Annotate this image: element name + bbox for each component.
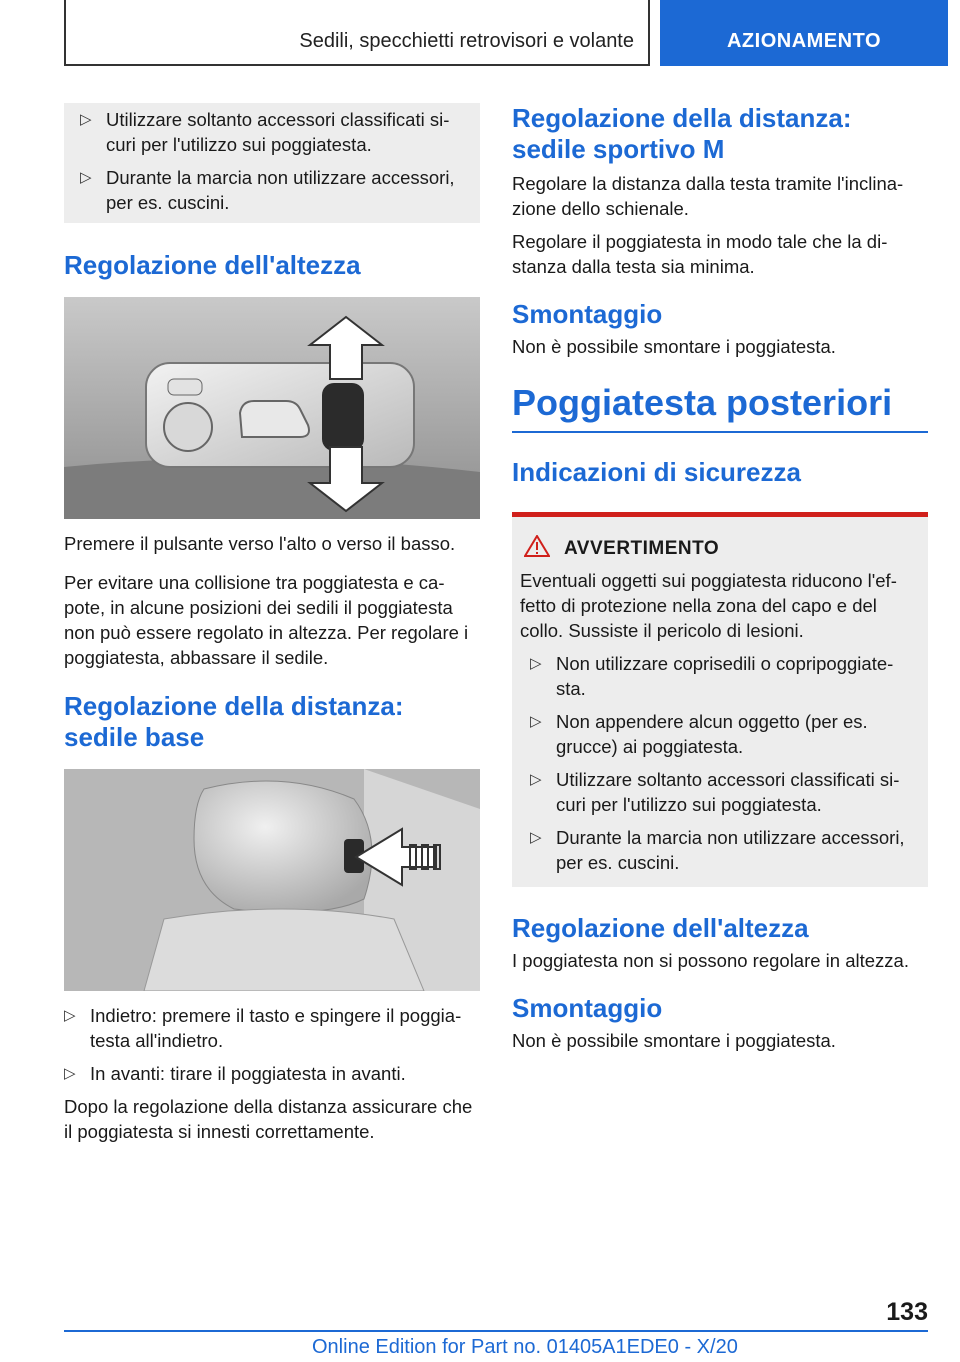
note-box	[64, 103, 480, 223]
bullet-triangle-icon: ▷	[64, 1007, 76, 1024]
header-chapter-box	[64, 0, 650, 66]
paragraph: Non è possibile smontare i poggiatesta.	[512, 336, 836, 357]
bullet-triangle-icon: ▷	[64, 1065, 76, 1082]
section-heading-distance-sport: Regolazione della distanza: sedile sportivo M	[512, 103, 852, 164]
paragraph: Per evitare una collisione tra poggiatesta e ca-pote, in alcune posizioni dei sedili il poggiatesta non può essere regolato in altezza. Per regolare i poggiatesta, abbassare il sedile.	[64, 572, 469, 668]
bullet-triangle-icon: ▷	[530, 713, 542, 730]
footer-rule	[64, 1330, 928, 1332]
warning-text: Eventuali oggetti sui poggiatesta riducono l'ef-fetto di protezione nella zona del capo e del collo. Sussiste il pericolo di lesioni.	[520, 570, 897, 641]
chapter-heading-rear-headrests: Poggiatesta posteriori	[512, 382, 893, 423]
section-heading-removal: Smontaggio	[512, 299, 663, 329]
paragraph: Non è possibile smontare i poggiatesta.	[512, 1030, 836, 1051]
list-item: ▷ Non appendere alcun oggetto (per es. grucce) ai poggiatesta.	[530, 711, 868, 757]
list-item: ▷ Indietro: premere il tasto e spingere il poggia-testa all'indietro.	[64, 1005, 462, 1051]
footer-edition: Online Edition for Part no. 01405A1EDE0 - X/20	[312, 1336, 738, 1358]
section-heading-safety: Indicazioni di sicurezza	[512, 457, 801, 487]
bullet-triangle-icon: ▷	[530, 655, 542, 672]
list-item: ▷ In avanti: tirare il poggiatesta in avanti.	[64, 1063, 406, 1084]
right-column	[512, 103, 928, 1053]
section-heading-height: Regolazione dell'altezza	[64, 250, 361, 280]
page-number: 133	[886, 1298, 928, 1326]
seat-switch-photo	[64, 297, 480, 519]
paragraph: Regolare la distanza dalla testa tramite l'inclina-zione dello schienale.	[512, 173, 904, 219]
left-column	[64, 103, 480, 1144]
warning-header	[520, 535, 918, 562]
warning-title: AVVERTIMENTO	[564, 537, 720, 559]
warning-triangle-icon	[524, 535, 550, 562]
headrest-photo	[64, 769, 480, 991]
section-heading-distance-base: Regolazione della distanza: sedile base	[64, 691, 404, 752]
section-heading-rear-removal: Smontaggio	[512, 993, 663, 1023]
section-label: AZIONAMENTO	[726, 30, 881, 52]
list-item: ▷ Durante la marcia non utilizzare accessori, per es. cuscini.	[80, 167, 455, 213]
list-item: ▷ Utilizzare soltanto accessori classificati si-curi per l'utilizzo sui poggiatesta.	[530, 769, 900, 815]
paragraph: I poggiatesta non si possono regolare in altezza.	[512, 950, 909, 971]
heading-rule	[512, 431, 928, 433]
bullet-triangle-icon: ▷	[80, 111, 92, 128]
list-item: ▷ Utilizzare soltanto accessori classificati si-curi per l'utilizzo sui poggiatesta.	[80, 109, 450, 155]
chapter-title: Sedili, specchietti retrovisori e volante	[299, 30, 634, 52]
bullet-triangle-icon: ▷	[80, 169, 92, 186]
paragraph: Premere il pulsante verso l'alto o verso il basso.	[64, 533, 456, 554]
section-heading-rear-height: Regolazione dell'altezza	[512, 913, 809, 943]
bullet-triangle-icon: ▷	[530, 829, 542, 846]
header-section-tab	[660, 0, 948, 66]
warning-box	[512, 512, 928, 887]
list-item: ▷ Non utilizzare coprisedili o copripoggiate-sta.	[530, 653, 894, 699]
bullet-triangle-icon: ▷	[530, 771, 542, 788]
paragraph: Regolare il poggiatesta in modo tale che la di-stanza dalla testa sia minima.	[512, 231, 888, 277]
list-item: ▷ Durante la marcia non utilizzare accessori, per es. cuscini.	[530, 827, 905, 873]
paragraph: Dopo la regolazione della distanza assicurare che il poggiatesta si innesti correttamente.	[64, 1096, 473, 1142]
